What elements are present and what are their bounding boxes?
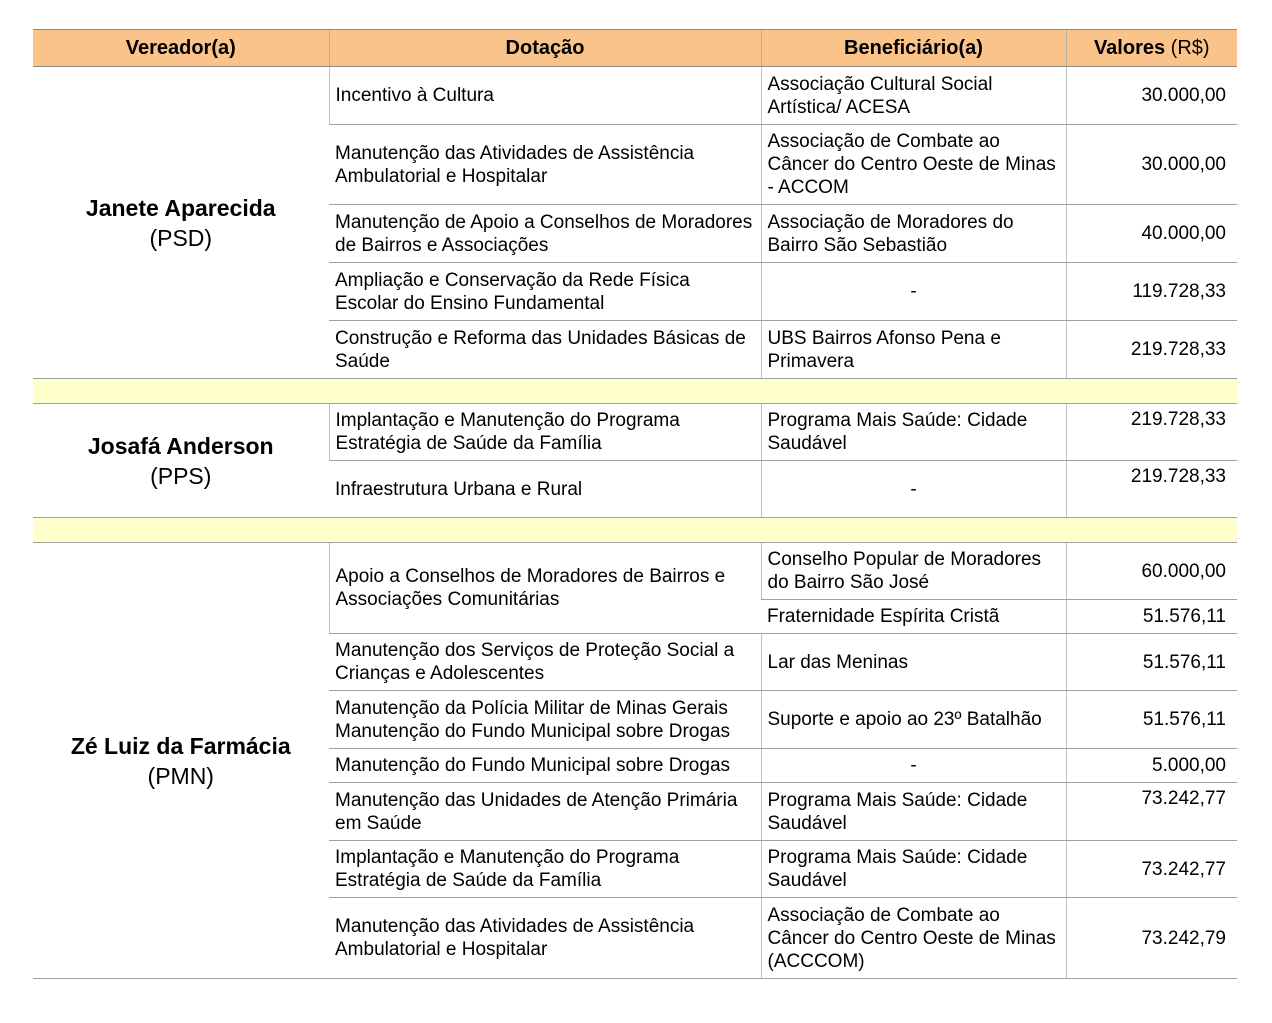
- valor-cell: 219.728,33: [1066, 321, 1237, 379]
- header-beneficiario: Beneficiário(a): [761, 30, 1066, 67]
- separator-cell: [329, 518, 761, 543]
- valor-cell: 51.576,11: [1066, 634, 1237, 691]
- separator-cell: [33, 379, 329, 404]
- vereador-name: Josafá Anderson: [87, 432, 274, 459]
- separator-cell: [761, 518, 1066, 543]
- header-valores-unit: (R$): [1165, 36, 1210, 59]
- beneficiario-cell: Conselho Popular de Moradores do Bairro São José: [761, 543, 1066, 600]
- dotacao-cell: Manutenção da Polícia Militar de Minas Gerais Manutenção do Fundo Municipal sobre Drogas: [329, 691, 761, 749]
- dotacao-cell: Construção e Reforma das Unidades Básicas de Saúde: [329, 321, 761, 379]
- valor-cell: 219.728,33: [1066, 404, 1237, 461]
- beneficiario-cell: Suporte e apoio ao 23º Batalhão: [761, 691, 1066, 749]
- header-dotacao: Dotação: [329, 30, 761, 67]
- valor-cell: 40.000,00: [1066, 205, 1237, 263]
- beneficiario-cell: Associação de Moradores do Bairro São Sebastião: [761, 205, 1066, 263]
- valor-cell: 5.000,00: [1066, 749, 1237, 783]
- separator-cell: [761, 379, 1066, 404]
- separator-cell: [1066, 379, 1237, 404]
- vereador-name: Zé Luiz da Farmácia: [70, 732, 291, 759]
- separator-cell: [329, 379, 761, 404]
- valor-cell: 119.728,33: [1066, 263, 1237, 321]
- valor-cell: 219.728,33: [1066, 461, 1237, 518]
- beneficiario-cell: Programa Mais Saúde: Cidade Saudável: [761, 404, 1066, 461]
- valor-cell: 73.242,77: [1066, 783, 1237, 841]
- dotacao-cell: Ampliação e Conservação da Rede Física Escolar do Ensino Fundamental: [329, 263, 761, 321]
- group-separator: [33, 518, 1237, 543]
- separator-cell: [1066, 518, 1237, 543]
- table-row: [33, 67, 1237, 125]
- beneficiario-cell: Fraternidade Espírita Cristã: [761, 600, 1066, 634]
- beneficiario-cell: UBS Bairros Afonso Pena e Primavera: [761, 321, 1066, 379]
- dotacao-cell: Implantação e Manutenção do Programa Estratégia de Saúde da Família: [329, 841, 761, 898]
- valor-cell: 30.000,00: [1066, 67, 1237, 125]
- dotacao-cell: Infraestrutura Urbana e Rural: [329, 461, 761, 518]
- beneficiario-cell: -: [761, 461, 1066, 518]
- valor-cell: 51.576,11: [1066, 691, 1237, 749]
- beneficiario-cell: -: [761, 263, 1066, 321]
- valor-cell: 73.242,79: [1066, 898, 1237, 979]
- group-separator: [33, 379, 1237, 404]
- beneficiario-cell: Programa Mais Saúde: Cidade Saudável: [761, 841, 1066, 898]
- emendas-table: [33, 29, 1237, 979]
- beneficiario-cell: Associação Cultural Social Artística/ ACESA: [761, 67, 1066, 125]
- vereador-cell: [33, 67, 329, 379]
- header-vereador: Vereador(a): [33, 30, 329, 67]
- valor-cell: 30.000,00: [1066, 125, 1237, 205]
- dotacao-cell: Manutenção das Unidades de Atenção Primária em Saúde: [329, 783, 761, 841]
- dotacao-cell: Manutenção do Fundo Municipal sobre Drogas: [329, 749, 761, 783]
- header-row: [33, 30, 1237, 67]
- vereador-cell: [33, 543, 329, 979]
- table-row: [33, 543, 1237, 600]
- separator-cell: [33, 518, 329, 543]
- vereador-party: (PSD): [149, 224, 213, 251]
- valor-cell: 51.576,11: [1066, 600, 1237, 634]
- dotacao-cell: Manutenção das Atividades de Assistência Ambulatorial e Hospitalar: [329, 898, 761, 979]
- valor-cell: 60.000,00: [1066, 543, 1237, 600]
- beneficiario-cell: Programa Mais Saúde: Cidade Saudável: [761, 783, 1066, 841]
- header-valores-label: Valores: [1093, 36, 1166, 59]
- vereador-party: (PPS): [150, 462, 212, 489]
- beneficiario-cell: -: [761, 749, 1066, 783]
- table-row: [33, 404, 1237, 461]
- header-valores: [1066, 30, 1237, 67]
- dotacao-cell: Manutenção das Atividades de Assistência Ambulatorial e Hospitalar: [329, 125, 761, 205]
- dotacao-cell: Manutenção de Apoio a Conselhos de Moradores de Bairros e Associações: [329, 205, 761, 263]
- dotacao-cell: Manutenção dos Serviços de Proteção Social a Crianças e Adolescentes: [329, 634, 761, 691]
- vereador-cell: [33, 404, 329, 518]
- beneficiario-cell: Associação de Combate ao Câncer do Centro Oeste de Minas - ACCOM: [761, 125, 1066, 205]
- dotacao-cell: Implantação e Manutenção do Programa Estratégia de Saúde da Família: [329, 404, 761, 461]
- vereador-name: Janete Aparecida: [85, 194, 276, 221]
- dotacao-cell: Apoio a Conselhos de Moradores de Bairros e Associações Comunitárias: [329, 543, 761, 634]
- beneficiario-cell: Associação de Combate ao Câncer do Centro Oeste de Minas (ACCCOM): [761, 898, 1066, 979]
- valor-cell: 73.242,77: [1066, 841, 1237, 898]
- dotacao-cell: Incentivo à Cultura: [329, 67, 761, 125]
- beneficiario-cell: Lar das Meninas: [761, 634, 1066, 691]
- vereador-party: (PMN): [147, 762, 214, 789]
